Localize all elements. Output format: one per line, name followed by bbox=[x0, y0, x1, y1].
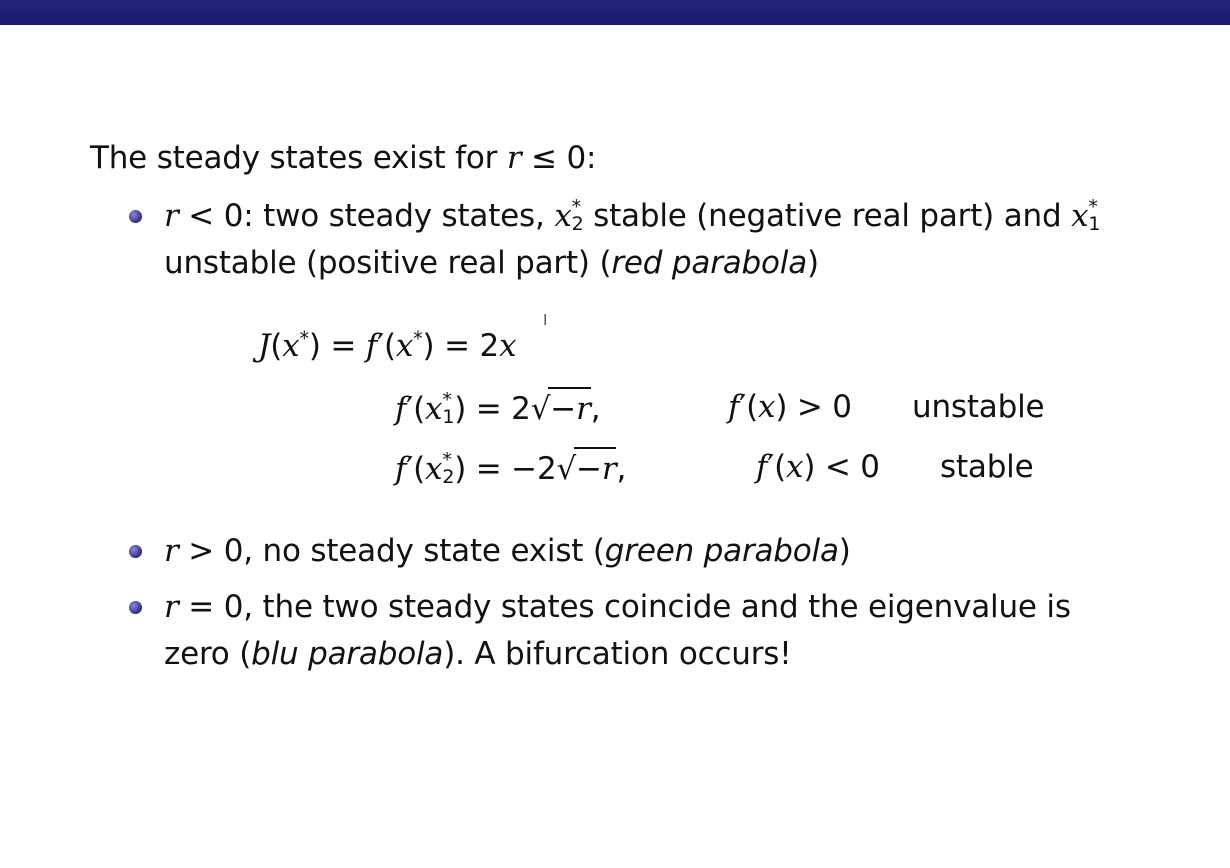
bullet-icon bbox=[129, 545, 142, 558]
bullet-icon bbox=[129, 601, 142, 614]
bullet-icon bbox=[129, 210, 142, 223]
bullet-1-line-2: unstable (positive real part) (red parabola) bbox=[164, 245, 819, 281]
equation-x2-label: stable bbox=[940, 449, 1034, 485]
equation-x1-label: unstable bbox=[912, 389, 1045, 425]
bullet-2-line: r > 0, no steady state exist (green parabola) bbox=[164, 533, 851, 569]
bullet-3-line-2: zero (blu parabola). A bifurcation occurs! bbox=[164, 636, 792, 672]
text-cursor-icon: I bbox=[543, 311, 548, 329]
bullet-1-line-1: r < 0: two steady states, x * 2 stable (negative real part) and x * 1 bbox=[164, 195, 1101, 235]
equation-x1-condition: f′(x) > 0 bbox=[728, 389, 852, 425]
bullet-3-line-1: r = 0, the two steady states coincide and the eigenvalue is bbox=[164, 589, 1071, 625]
equation-x2-condition: f′(x) < 0 bbox=[756, 449, 880, 485]
equation-jacobian: J(x*) = f′(x*) = 2x bbox=[258, 326, 517, 364]
equation-x2: f′(x * 2 ) = −2√−r, bbox=[395, 448, 627, 488]
intro-line: The steady states exist for r ≤ 0: bbox=[90, 140, 597, 176]
top-bar bbox=[0, 0, 1230, 25]
equation-x1: f′(x * 1 ) = 2√−r, bbox=[395, 388, 601, 428]
